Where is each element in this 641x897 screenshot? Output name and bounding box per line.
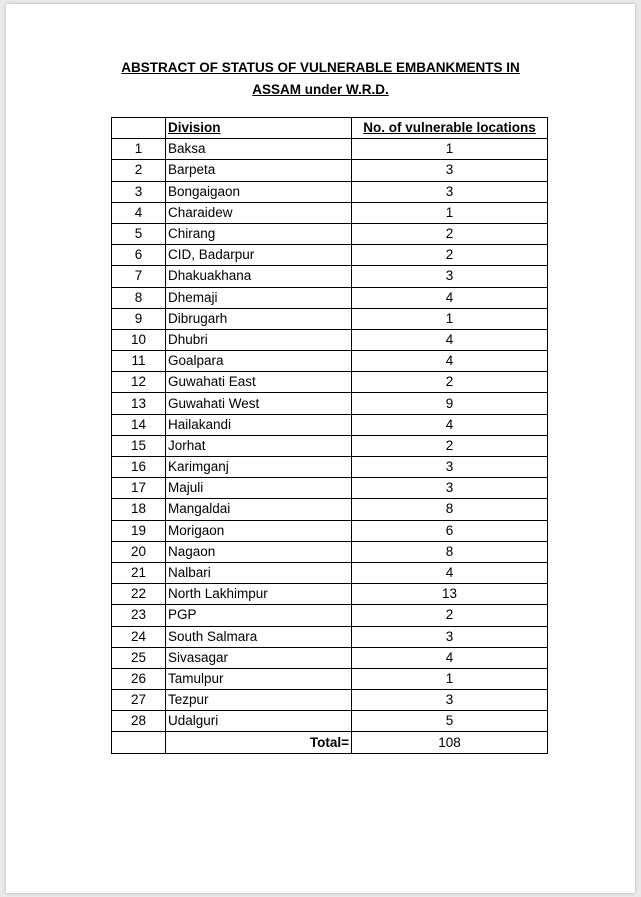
- row-serial: 4: [112, 202, 166, 223]
- row-serial: 6: [112, 245, 166, 266]
- row-vulnerable-count: 3: [352, 690, 548, 711]
- row-serial: 11: [112, 351, 166, 372]
- row-division: Goalpara: [166, 351, 352, 372]
- table-row: [112, 139, 548, 160]
- row-vulnerable-count: 4: [352, 329, 548, 350]
- table-row: [112, 435, 548, 456]
- table-row: [112, 223, 548, 244]
- row-vulnerable-count: 1: [352, 668, 548, 689]
- row-serial: 7: [112, 266, 166, 287]
- row-serial: 2: [112, 160, 166, 181]
- row-serial: 19: [112, 520, 166, 541]
- row-serial: 12: [112, 372, 166, 393]
- row-division: PGP: [166, 605, 352, 626]
- title-line-2: ASSAM under W.R.D.: [252, 82, 389, 97]
- row-serial: 28: [112, 711, 166, 732]
- table-row: [112, 541, 548, 562]
- row-vulnerable-count: 4: [352, 647, 548, 668]
- table-row: [112, 499, 548, 520]
- row-serial: 23: [112, 605, 166, 626]
- row-division: Chirang: [166, 223, 352, 244]
- row-vulnerable-count: 4: [352, 414, 548, 435]
- title-line-1: ABSTRACT OF STATUS OF VULNERABLE EMBANKMENTS IN: [121, 60, 520, 75]
- row-vulnerable-count: 1: [352, 202, 548, 223]
- row-vulnerable-count: 3: [352, 266, 548, 287]
- row-serial: 8: [112, 287, 166, 308]
- table-row: [112, 202, 548, 223]
- header-division: Division: [166, 118, 352, 139]
- row-vulnerable-count: 5: [352, 711, 548, 732]
- row-vulnerable-count: 3: [352, 457, 548, 478]
- row-vulnerable-count: 2: [352, 245, 548, 266]
- row-serial: 24: [112, 626, 166, 647]
- row-division: Tamulpur: [166, 668, 352, 689]
- table-row: [112, 266, 548, 287]
- row-vulnerable-count: 4: [352, 351, 548, 372]
- row-vulnerable-count: 8: [352, 541, 548, 562]
- table-row: [112, 605, 548, 626]
- row-division: Dhakuakhana: [166, 266, 352, 287]
- row-division: Tezpur: [166, 690, 352, 711]
- row-vulnerable-count: 3: [352, 626, 548, 647]
- row-vulnerable-count: 3: [352, 181, 548, 202]
- row-division: North Lakhimpur: [166, 584, 352, 605]
- row-vulnerable-count: 3: [352, 160, 548, 181]
- row-division: Udalguri: [166, 711, 352, 732]
- row-division: Hailakandi: [166, 414, 352, 435]
- row-division: Bongaigaon: [166, 181, 352, 202]
- table-row: [112, 626, 548, 647]
- table-row: [112, 308, 548, 329]
- row-division: Baksa: [166, 139, 352, 160]
- row-serial: 18: [112, 499, 166, 520]
- row-division: Guwahati West: [166, 393, 352, 414]
- table-total-row: [112, 732, 548, 753]
- document-page: [6, 4, 635, 893]
- row-serial: 14: [112, 414, 166, 435]
- row-division: Sivasagar: [166, 647, 352, 668]
- row-serial: 1: [112, 139, 166, 160]
- table-row: [112, 351, 548, 372]
- row-division: Morigaon: [166, 520, 352, 541]
- table-row: [112, 478, 548, 499]
- row-vulnerable-count: 8: [352, 499, 548, 520]
- table-row: [112, 711, 548, 732]
- row-serial: 26: [112, 668, 166, 689]
- row-serial: 17: [112, 478, 166, 499]
- total-empty-cell: [112, 732, 166, 753]
- row-division: Charaidew: [166, 202, 352, 223]
- table-row: [112, 287, 548, 308]
- row-division: South Salmara: [166, 626, 352, 647]
- row-division: Barpeta: [166, 160, 352, 181]
- table-row: [112, 562, 548, 583]
- row-division: Jorhat: [166, 435, 352, 456]
- row-serial: 16: [112, 457, 166, 478]
- header-serial: [112, 118, 166, 139]
- row-vulnerable-count: 2: [352, 372, 548, 393]
- table-row: [112, 329, 548, 350]
- row-division: Nalbari: [166, 562, 352, 583]
- row-serial: 9: [112, 308, 166, 329]
- table-row: [112, 181, 548, 202]
- table-header-row: [112, 118, 548, 139]
- row-vulnerable-count: 3: [352, 478, 548, 499]
- row-division: Guwahati East: [166, 372, 352, 393]
- row-vulnerable-count: 2: [352, 223, 548, 244]
- row-vulnerable-count: 1: [352, 139, 548, 160]
- row-division: Majuli: [166, 478, 352, 499]
- table-row: [112, 414, 548, 435]
- row-serial: 15: [112, 435, 166, 456]
- row-division: Karimganj: [166, 457, 352, 478]
- table-row: [112, 245, 548, 266]
- total-label: Total=: [166, 732, 352, 753]
- row-division: CID, Badarpur: [166, 245, 352, 266]
- row-vulnerable-count: 2: [352, 605, 548, 626]
- row-vulnerable-count: 6: [352, 520, 548, 541]
- row-vulnerable-count: 4: [352, 562, 548, 583]
- row-division: Dhemaji: [166, 287, 352, 308]
- row-serial: 5: [112, 223, 166, 244]
- table-row: [112, 520, 548, 541]
- row-vulnerable-count: 1: [352, 308, 548, 329]
- row-serial: 10: [112, 329, 166, 350]
- table-row: [112, 393, 548, 414]
- row-serial: 20: [112, 541, 166, 562]
- row-vulnerable-count: 4: [352, 287, 548, 308]
- total-value: 108: [352, 732, 548, 753]
- table-row: [112, 690, 548, 711]
- table-row: [112, 668, 548, 689]
- header-vulnerable-count: No. of vulnerable locations: [352, 118, 548, 139]
- document-title: [6, 57, 635, 101]
- row-vulnerable-count: 13: [352, 584, 548, 605]
- table-row: [112, 584, 548, 605]
- embankment-table: [111, 117, 548, 754]
- table-body: [112, 139, 548, 732]
- row-division: Nagaon: [166, 541, 352, 562]
- row-vulnerable-count: 2: [352, 435, 548, 456]
- row-serial: 25: [112, 647, 166, 668]
- table-row: [112, 457, 548, 478]
- table-row: [112, 160, 548, 181]
- row-vulnerable-count: 9: [352, 393, 548, 414]
- row-serial: 3: [112, 181, 166, 202]
- row-division: Dhubri: [166, 329, 352, 350]
- table-row: [112, 372, 548, 393]
- row-division: Dibrugarh: [166, 308, 352, 329]
- table-row: [112, 647, 548, 668]
- row-serial: 21: [112, 562, 166, 583]
- row-serial: 22: [112, 584, 166, 605]
- row-division: Mangaldai: [166, 499, 352, 520]
- row-serial: 27: [112, 690, 166, 711]
- row-serial: 13: [112, 393, 166, 414]
